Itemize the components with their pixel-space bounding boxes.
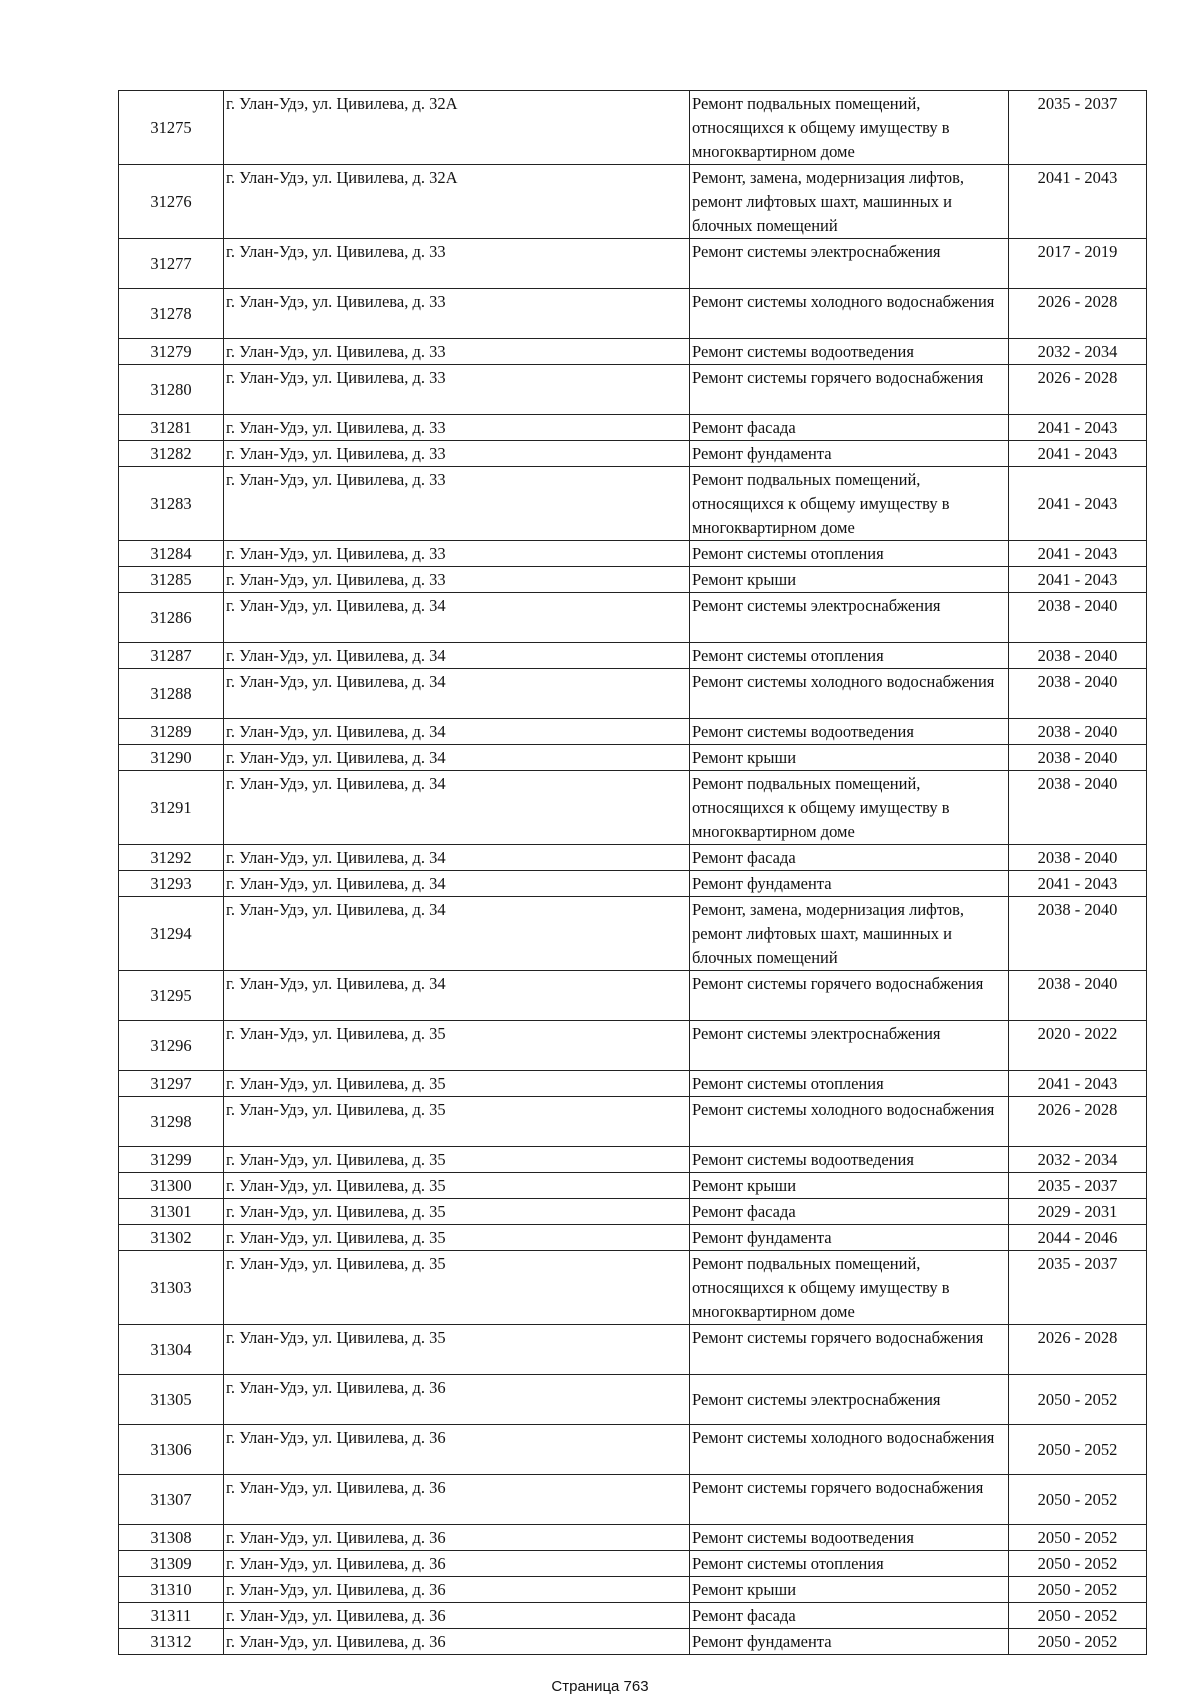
years-cell: 2017 - 2019 (1009, 239, 1147, 289)
row-number: 31304 (119, 1325, 224, 1375)
row-number: 31311 (119, 1603, 224, 1629)
years-cell: 2038 - 2040 (1009, 643, 1147, 669)
years-cell: 2026 - 2028 (1009, 1097, 1147, 1147)
years-cell: 2038 - 2040 (1009, 745, 1147, 771)
address-cell: г. Улан-Удэ, ул. Цивилева, д. 33 (224, 415, 690, 441)
years-cell: 2050 - 2052 (1009, 1525, 1147, 1551)
table-row (119, 339, 1147, 365)
table-row (119, 1603, 1147, 1629)
address-cell: г. Улан-Удэ, ул. Цивилева, д. 34 (224, 771, 690, 845)
table-body (119, 91, 1147, 1655)
row-number: 31279 (119, 339, 224, 365)
table-row (119, 971, 1147, 1021)
address-cell: г. Улан-Удэ, ул. Цивилева, д. 35 (224, 1147, 690, 1173)
row-number: 31286 (119, 593, 224, 643)
work-type-cell: Ремонт системы водоотведения (690, 1525, 1009, 1551)
row-number: 31282 (119, 441, 224, 467)
table-row (119, 1071, 1147, 1097)
years-cell: 2029 - 2031 (1009, 1199, 1147, 1225)
years-cell: 2026 - 2028 (1009, 1325, 1147, 1375)
work-type-cell: Ремонт системы холодного водоснабжения (690, 669, 1009, 719)
years-cell: 2041 - 2043 (1009, 871, 1147, 897)
years-cell: 2035 - 2037 (1009, 91, 1147, 165)
work-type-cell: Ремонт крыши (690, 567, 1009, 593)
row-number: 31296 (119, 1021, 224, 1071)
work-type-cell: Ремонт системы водоотведения (690, 1147, 1009, 1173)
years-cell: 2050 - 2052 (1009, 1603, 1147, 1629)
row-number: 31309 (119, 1551, 224, 1577)
row-number: 31299 (119, 1147, 224, 1173)
work-type-cell: Ремонт подвальных помещений, относящихся к общему имуществу в многоквартирном доме (690, 467, 1009, 541)
table-row (119, 365, 1147, 415)
row-number: 31305 (119, 1375, 224, 1425)
row-number: 31284 (119, 541, 224, 567)
address-cell: г. Улан-Удэ, ул. Цивилева, д. 33 (224, 239, 690, 289)
table-row (119, 1225, 1147, 1251)
years-cell: 2041 - 2043 (1009, 441, 1147, 467)
work-type-cell: Ремонт крыши (690, 745, 1009, 771)
table-row (119, 593, 1147, 643)
table-row (119, 1325, 1147, 1375)
work-type-cell: Ремонт системы отопления (690, 1551, 1009, 1577)
table-row (119, 669, 1147, 719)
work-type-cell: Ремонт системы холодного водоснабжения (690, 289, 1009, 339)
table-row (119, 415, 1147, 441)
years-cell: 2041 - 2043 (1009, 541, 1147, 567)
work-type-cell: Ремонт фундамента (690, 871, 1009, 897)
table-row (119, 1199, 1147, 1225)
table-row (119, 1577, 1147, 1603)
row-number: 31287 (119, 643, 224, 669)
work-type-cell: Ремонт, замена, модернизация лифтов, ремонт лифтовых шахт, машинных и блочных помещений (690, 897, 1009, 971)
work-type-cell: Ремонт фундамента (690, 1225, 1009, 1251)
work-type-cell: Ремонт системы электроснабжения (690, 1375, 1009, 1425)
years-cell: 2038 - 2040 (1009, 971, 1147, 1021)
work-type-cell: Ремонт системы отопления (690, 541, 1009, 567)
table-row (119, 1525, 1147, 1551)
row-number: 31291 (119, 771, 224, 845)
address-cell: г. Улан-Удэ, ул. Цивилева, д. 35 (224, 1251, 690, 1325)
years-cell: 2038 - 2040 (1009, 593, 1147, 643)
table-row (119, 1097, 1147, 1147)
years-cell: 2041 - 2043 (1009, 1071, 1147, 1097)
row-number: 31290 (119, 745, 224, 771)
table-row (119, 1551, 1147, 1577)
table-row (119, 441, 1147, 467)
table-row (119, 719, 1147, 745)
years-cell: 2050 - 2052 (1009, 1475, 1147, 1525)
row-number: 31285 (119, 567, 224, 593)
row-number: 31310 (119, 1577, 224, 1603)
row-number: 31301 (119, 1199, 224, 1225)
years-cell: 2050 - 2052 (1009, 1577, 1147, 1603)
years-cell: 2020 - 2022 (1009, 1021, 1147, 1071)
row-number: 31300 (119, 1173, 224, 1199)
address-cell: г. Улан-Удэ, ул. Цивилева, д. 36 (224, 1375, 690, 1425)
table-row (119, 239, 1147, 289)
address-cell: г. Улан-Удэ, ул. Цивилева, д. 35 (224, 1173, 690, 1199)
years-cell: 2032 - 2034 (1009, 1147, 1147, 1173)
address-cell: г. Улан-Удэ, ул. Цивилева, д. 33 (224, 289, 690, 339)
row-number: 31303 (119, 1251, 224, 1325)
address-cell: г. Улан-Удэ, ул. Цивилева, д. 33 (224, 365, 690, 415)
work-type-cell: Ремонт подвальных помещений, относящихся к общему имуществу в многоквартирном доме (690, 1251, 1009, 1325)
work-type-cell: Ремонт фасада (690, 415, 1009, 441)
address-cell: г. Улан-Удэ, ул. Цивилева, д. 34 (224, 871, 690, 897)
repair-schedule-table (118, 90, 1147, 1655)
address-cell: г. Улан-Удэ, ул. Цивилева, д. 32А (224, 165, 690, 239)
address-cell: г. Улан-Удэ, ул. Цивилева, д. 34 (224, 745, 690, 771)
table-row (119, 1147, 1147, 1173)
years-cell: 2032 - 2034 (1009, 339, 1147, 365)
address-cell: г. Улан-Удэ, ул. Цивилева, д. 34 (224, 845, 690, 871)
address-cell: г. Улан-Удэ, ул. Цивилева, д. 36 (224, 1525, 690, 1551)
work-type-cell: Ремонт системы горячего водоснабжения (690, 365, 1009, 415)
years-cell: 2050 - 2052 (1009, 1425, 1147, 1475)
work-type-cell: Ремонт фасада (690, 1603, 1009, 1629)
row-number: 31307 (119, 1475, 224, 1525)
row-number: 31280 (119, 365, 224, 415)
work-type-cell: Ремонт системы отопления (690, 1071, 1009, 1097)
years-cell: 2050 - 2052 (1009, 1551, 1147, 1577)
address-cell: г. Улан-Удэ, ул. Цивилева, д. 34 (224, 669, 690, 719)
work-type-cell: Ремонт фасада (690, 1199, 1009, 1225)
address-cell: г. Улан-Удэ, ул. Цивилева, д. 35 (224, 1021, 690, 1071)
row-number: 31312 (119, 1629, 224, 1655)
row-number: 31294 (119, 897, 224, 971)
years-cell: 2038 - 2040 (1009, 897, 1147, 971)
address-cell: г. Улан-Удэ, ул. Цивилева, д. 36 (224, 1475, 690, 1525)
row-number: 31306 (119, 1425, 224, 1475)
work-type-cell: Ремонт системы электроснабжения (690, 239, 1009, 289)
row-number: 31281 (119, 415, 224, 441)
table-row (119, 1629, 1147, 1655)
address-cell: г. Улан-Удэ, ул. Цивилева, д. 33 (224, 467, 690, 541)
work-type-cell: Ремонт крыши (690, 1577, 1009, 1603)
years-cell: 2035 - 2037 (1009, 1251, 1147, 1325)
address-cell: г. Улан-Удэ, ул. Цивилева, д. 33 (224, 339, 690, 365)
years-cell: 2026 - 2028 (1009, 289, 1147, 339)
row-number: 31288 (119, 669, 224, 719)
years-cell: 2026 - 2028 (1009, 365, 1147, 415)
address-cell: г. Улан-Удэ, ул. Цивилева, д. 35 (224, 1325, 690, 1375)
row-number: 31275 (119, 91, 224, 165)
table-row (119, 897, 1147, 971)
row-number: 31276 (119, 165, 224, 239)
table-row (119, 1475, 1147, 1525)
table-row (119, 165, 1147, 239)
address-cell: г. Улан-Удэ, ул. Цивилева, д. 36 (224, 1603, 690, 1629)
work-type-cell: Ремонт, замена, модернизация лифтов, ремонт лифтовых шахт, машинных и блочных помещений (690, 165, 1009, 239)
table-row (119, 567, 1147, 593)
address-cell: г. Улан-Удэ, ул. Цивилева, д. 36 (224, 1425, 690, 1475)
address-cell: г. Улан-Удэ, ул. Цивилева, д. 32А (224, 91, 690, 165)
work-type-cell: Ремонт системы электроснабжения (690, 1021, 1009, 1071)
work-type-cell: Ремонт фасада (690, 845, 1009, 871)
work-type-cell: Ремонт подвальных помещений, относящихся к общему имуществу в многоквартирном доме (690, 771, 1009, 845)
table-row (119, 1173, 1147, 1199)
address-cell: г. Улан-Удэ, ул. Цивилева, д. 33 (224, 441, 690, 467)
row-number: 31277 (119, 239, 224, 289)
table-row (119, 1425, 1147, 1475)
row-number: 31283 (119, 467, 224, 541)
address-cell: г. Улан-Удэ, ул. Цивилева, д. 35 (224, 1225, 690, 1251)
row-number: 31278 (119, 289, 224, 339)
work-type-cell: Ремонт системы холодного водоснабжения (690, 1425, 1009, 1475)
row-number: 31297 (119, 1071, 224, 1097)
work-type-cell: Ремонт фундамента (690, 1629, 1009, 1655)
years-cell: 2050 - 2052 (1009, 1629, 1147, 1655)
address-cell: г. Улан-Удэ, ул. Цивилева, д. 34 (224, 593, 690, 643)
years-cell: 2050 - 2052 (1009, 1375, 1147, 1425)
work-type-cell: Ремонт системы отопления (690, 643, 1009, 669)
address-cell: г. Улан-Удэ, ул. Цивилева, д. 35 (224, 1097, 690, 1147)
work-type-cell: Ремонт системы горячего водоснабжения (690, 971, 1009, 1021)
address-cell: г. Улан-Удэ, ул. Цивилева, д. 36 (224, 1629, 690, 1655)
address-cell: г. Улан-Удэ, ул. Цивилева, д. 33 (224, 541, 690, 567)
work-type-cell: Ремонт системы водоотведения (690, 719, 1009, 745)
address-cell: г. Улан-Удэ, ул. Цивилева, д. 33 (224, 567, 690, 593)
work-type-cell: Ремонт крыши (690, 1173, 1009, 1199)
years-cell: 2038 - 2040 (1009, 771, 1147, 845)
table-row (119, 771, 1147, 845)
address-cell: г. Улан-Удэ, ул. Цивилева, д. 36 (224, 1551, 690, 1577)
work-type-cell: Ремонт подвальных помещений, относящихся к общему имуществу в многоквартирном доме (690, 91, 1009, 165)
row-number: 31308 (119, 1525, 224, 1551)
table-row (119, 289, 1147, 339)
years-cell: 2041 - 2043 (1009, 467, 1147, 541)
years-cell: 2041 - 2043 (1009, 165, 1147, 239)
work-type-cell: Ремонт системы водоотведения (690, 339, 1009, 365)
page-number: Страница 763 (551, 1678, 649, 1695)
address-cell: г. Улан-Удэ, ул. Цивилева, д. 34 (224, 719, 690, 745)
table-row (119, 745, 1147, 771)
table-row (119, 845, 1147, 871)
years-cell: 2044 - 2046 (1009, 1225, 1147, 1251)
row-number: 31292 (119, 845, 224, 871)
table-row (119, 1375, 1147, 1425)
address-cell: г. Улан-Удэ, ул. Цивилева, д. 36 (224, 1577, 690, 1603)
years-cell: 2038 - 2040 (1009, 669, 1147, 719)
years-cell: 2038 - 2040 (1009, 845, 1147, 871)
table-row (119, 541, 1147, 567)
row-number: 31295 (119, 971, 224, 1021)
table-row (119, 467, 1147, 541)
work-type-cell: Ремонт системы электроснабжения (690, 593, 1009, 643)
table-row (119, 91, 1147, 165)
address-cell: г. Улан-Удэ, ул. Цивилева, д. 34 (224, 897, 690, 971)
row-number: 31289 (119, 719, 224, 745)
row-number: 31298 (119, 1097, 224, 1147)
address-cell: г. Улан-Удэ, ул. Цивилева, д. 35 (224, 1071, 690, 1097)
address-cell: г. Улан-Удэ, ул. Цивилева, д. 34 (224, 643, 690, 669)
row-number: 31293 (119, 871, 224, 897)
years-cell: 2035 - 2037 (1009, 1173, 1147, 1199)
row-number: 31302 (119, 1225, 224, 1251)
table-row (119, 643, 1147, 669)
work-type-cell: Ремонт системы горячего водоснабжения (690, 1325, 1009, 1375)
address-cell: г. Улан-Удэ, ул. Цивилева, д. 35 (224, 1199, 690, 1225)
work-type-cell: Ремонт системы холодного водоснабжения (690, 1097, 1009, 1147)
table-row (119, 1021, 1147, 1071)
years-cell: 2041 - 2043 (1009, 567, 1147, 593)
years-cell: 2041 - 2043 (1009, 415, 1147, 441)
work-type-cell: Ремонт фундамента (690, 441, 1009, 467)
years-cell: 2038 - 2040 (1009, 719, 1147, 745)
table-row (119, 871, 1147, 897)
table-row (119, 1251, 1147, 1325)
address-cell: г. Улан-Удэ, ул. Цивилева, д. 34 (224, 971, 690, 1021)
work-type-cell: Ремонт системы горячего водоснабжения (690, 1475, 1009, 1525)
